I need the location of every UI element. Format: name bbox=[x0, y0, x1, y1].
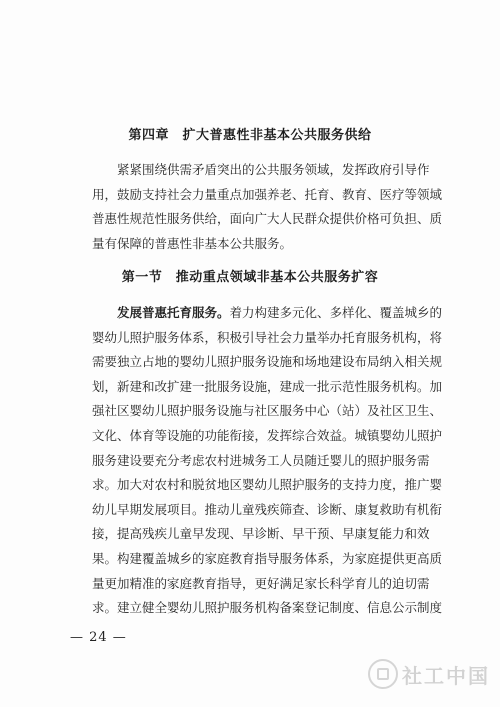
body-line: 婴幼儿照护服务体系，积极引导社会力量举办托育服务机构，将 bbox=[92, 329, 443, 345]
intro-line: 用，鼓励支持社会力量重点加强养老、托育、教育、医疗等领域 bbox=[92, 186, 443, 202]
body-lead-heading: 发展普惠托育服务。 bbox=[117, 305, 230, 320]
body-line: 求。加大对农村和脱贫地区婴幼儿照护服务的支持力度，推广婴 bbox=[92, 477, 443, 493]
body-first-line bbox=[92, 301, 443, 326]
watermark bbox=[368, 652, 492, 696]
intro-line: 紧紧围绕供需矛盾突出的公共服务领域，发挥政府引导作 bbox=[117, 162, 430, 177]
page-number: — 24 — bbox=[70, 630, 127, 645]
body-line: 文化、体育等设施的功能衔接，发挥综合效益。城镇婴幼儿照护 bbox=[92, 427, 443, 443]
body-line: 果。构建覆盖城乡的家庭教育指导服务体系，为家庭提供更高质 bbox=[92, 550, 443, 566]
intro-paragraph bbox=[92, 158, 443, 256]
body-line: 服务建设要充分考虑农村进城务工人员随迁婴儿的照护服务需 bbox=[92, 452, 430, 468]
body-line: 量更加精准的家庭教育指导，更好满足家长科学育儿的迫切需 bbox=[92, 575, 430, 591]
intro-line: 普惠性规范性服务供给，面向广大人民群众提供价格可负担、质 bbox=[92, 211, 443, 227]
section-title: 第一节 推动重点领域非基本公共服务扩容 bbox=[121, 270, 379, 285]
body-line: 幼儿早期发展项目。推动儿童残疾筛查、诊断、康复救助有机衔 bbox=[92, 501, 443, 517]
chapter-title: 第四章 扩大普惠性非基本公共服务供给 bbox=[128, 128, 372, 143]
intro-line: 量有保障的普惠性非基本公共服务。 bbox=[92, 235, 293, 251]
social-work-logo-icon bbox=[368, 659, 398, 689]
body-line: 需要独立占地的婴幼儿照护服务设施和场地建设布局纳入相关规 bbox=[92, 354, 443, 370]
body-paragraph bbox=[92, 301, 443, 621]
body-first-line-rest: 着力构建多元化、多样化、覆盖城乡的 bbox=[229, 305, 443, 320]
body-line: 接，提高残疾儿童早发现、早诊断、早干预、早康复能力和效 bbox=[92, 526, 430, 542]
body-line: 划，新建和改扩建一批服务设施，建成一批示范性服务机构。加 bbox=[92, 378, 443, 394]
body-line: 求。建立健全婴幼儿照护服务机构备案登记制度、信息公示制度 bbox=[92, 600, 443, 616]
body-line: 强社区婴幼儿照护服务设施与社区服务中心（站）及社区卫生、 bbox=[92, 403, 443, 419]
watermark-text: 社工中国 bbox=[402, 663, 490, 688]
